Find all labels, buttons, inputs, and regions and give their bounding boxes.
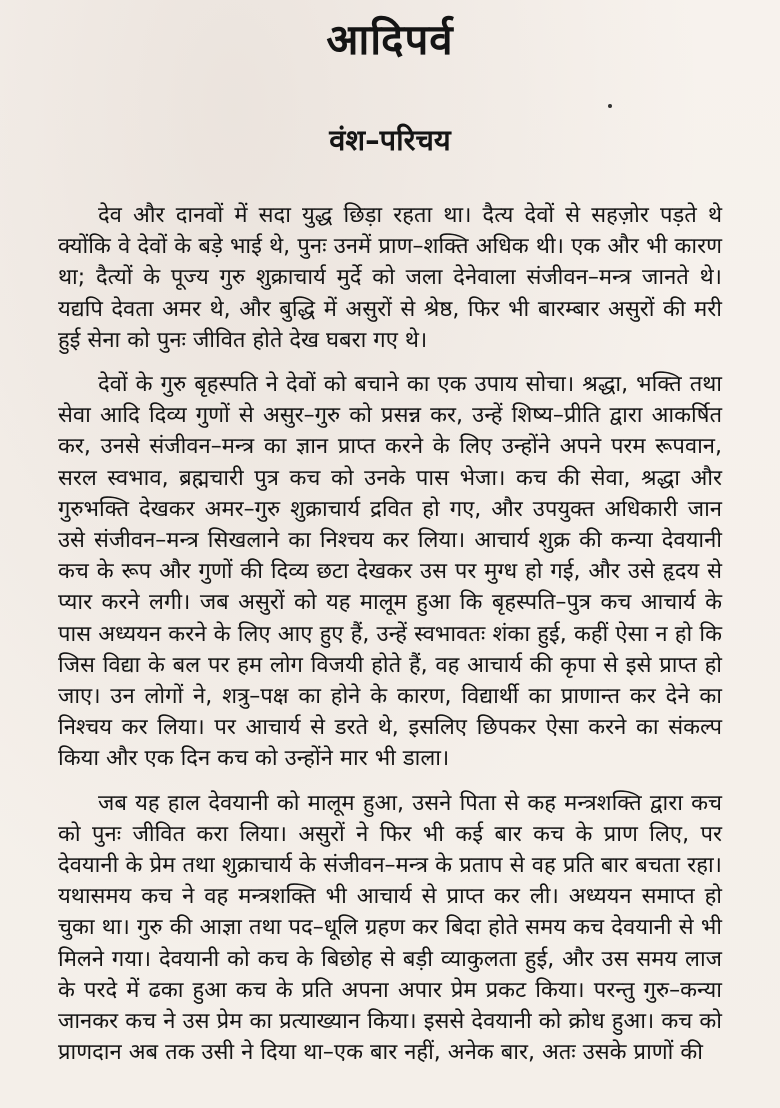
paragraph-3: जब यह हाल देवयानी को मालूम हुआ, उसने पिता से कह मन्त्रशक्ति द्वारा कच को पुनः जीवित करा लिया। असुरों ने फिर भी कई बार कच के प्राण लिए, पर देवयानी के प्रेम तथा शुक्राचार्य के संजीवन–मन्त्र के प्रताप से वह प्रति बार बचता रहा। यथासमय कच ने वह मन्त्रशक्ति भी आचार्य से प्राप्त कर ली। अध्ययन समाप्त हो चुका था। गुरु की आज्ञा तथा पद–धूलि ग्रहण कर बिदा होते समय कच देवयानी से भी मिलने गया। देवयानी को कच के बिछोह से बड़ी व्याकुलता हुई, और उस समय लाज के परदे में ढका हुआ कच के प्रति अपना अपार प्रेम प्रकट किया। परन्तु गुरु–कन्या जानकर कच ने उस प्रेम का प्रत्याख्यान किया। इससे देवयानी को क्रोध हुआ। कच को प्राणदान अब तक उसी ने दिया था–एक बार नहीं, अनेक बार, अतः उसके प्राणों की [58,790,722,1066]
ink-dot [608,104,612,108]
chapter-title: आदिपर्व [326,15,454,64]
paragraph-2: देवों के गुरु बृहस्पति ने देवों को बचाने का एक उपाय सोचा। श्रद्धा, भक्ति तथा सेवा आदि दिव्य गुणों से असुर–गुरु को प्रसन्न कर, उन्हें शिष्य–प्रीति द्वारा आकर्षित कर, उनसे संजीवन–मन्त्र का ज्ञान प्राप्त करने के लिए उन्होंने अपने परम रूपवान, सरल स्वभाव, ब्रह्मचारी पुत्र कच को उनके पास भेजा। कच की सेवा, श्रद्धा और गुरुभक्ति देखकर अमर–गुरु शुक्राचार्य द्रवित हो गए, और उपयुक्त अधिकारी जान उसे संजीवन–मन्त्र सिखलाने का निश्चय कर लिया। आचार्य शुक्र की कन्या देवयानी कच के रूप और गुणों की दिव्य छटा देखकर उस पर मुग्ध हो गई, और उसे हृदय से प्यार करने लगी। जब असुरों को यह मालूम हुआ कि बृहस्पति–पुत्र कच आचार्य के पास अध्ययन करने के लिए आए हुए हैं, उन्हें स्वभावतः शंका हुई, कहीं ऐसा न हो कि जिस विद्या के बल पर हम लोग विजयी होते हैं, वह आचार्य की कृपा से इसे प्राप्त हो जाए। उन लोगों ने, शत्रु–पक्ष का होने के कारण, विद्यार्थी का प्राणान्त कर देने का निश्चय कर लिया। पर आचार्य से डरते थे, इसलिए छिपकर ऐसा करने का संकल्प किया और एक दिन कच को उन्होंने मार भी डाला। [58,372,722,772]
section-title: वंश–परिचय [329,123,451,157]
paragraph-1: देव और दानवों में सदा युद्ध छिड़ा रहता था। दैत्य देवों से सहज़ोर पड़ते थे क्योंकि वे देवों के बड़े भाई थे, पुनः उनमें प्राण–शक्ति अधिक थी। एक और भी कारण था; दैत्यों के पूज्य गुरु शुक्राचार्य मुर्दे को जला देनेवाला संजीवन–मन्त्र जानते थे। यद्यपि देवता अमर थे, और बुद्धि में असुरों से श्रेष्ठ, फिर भी बारम्बार असुरों की मरी हुई सेना को पुनः जीवित होते देख घबरा गए थे। [58,203,722,353]
body-text [58,200,722,1081]
